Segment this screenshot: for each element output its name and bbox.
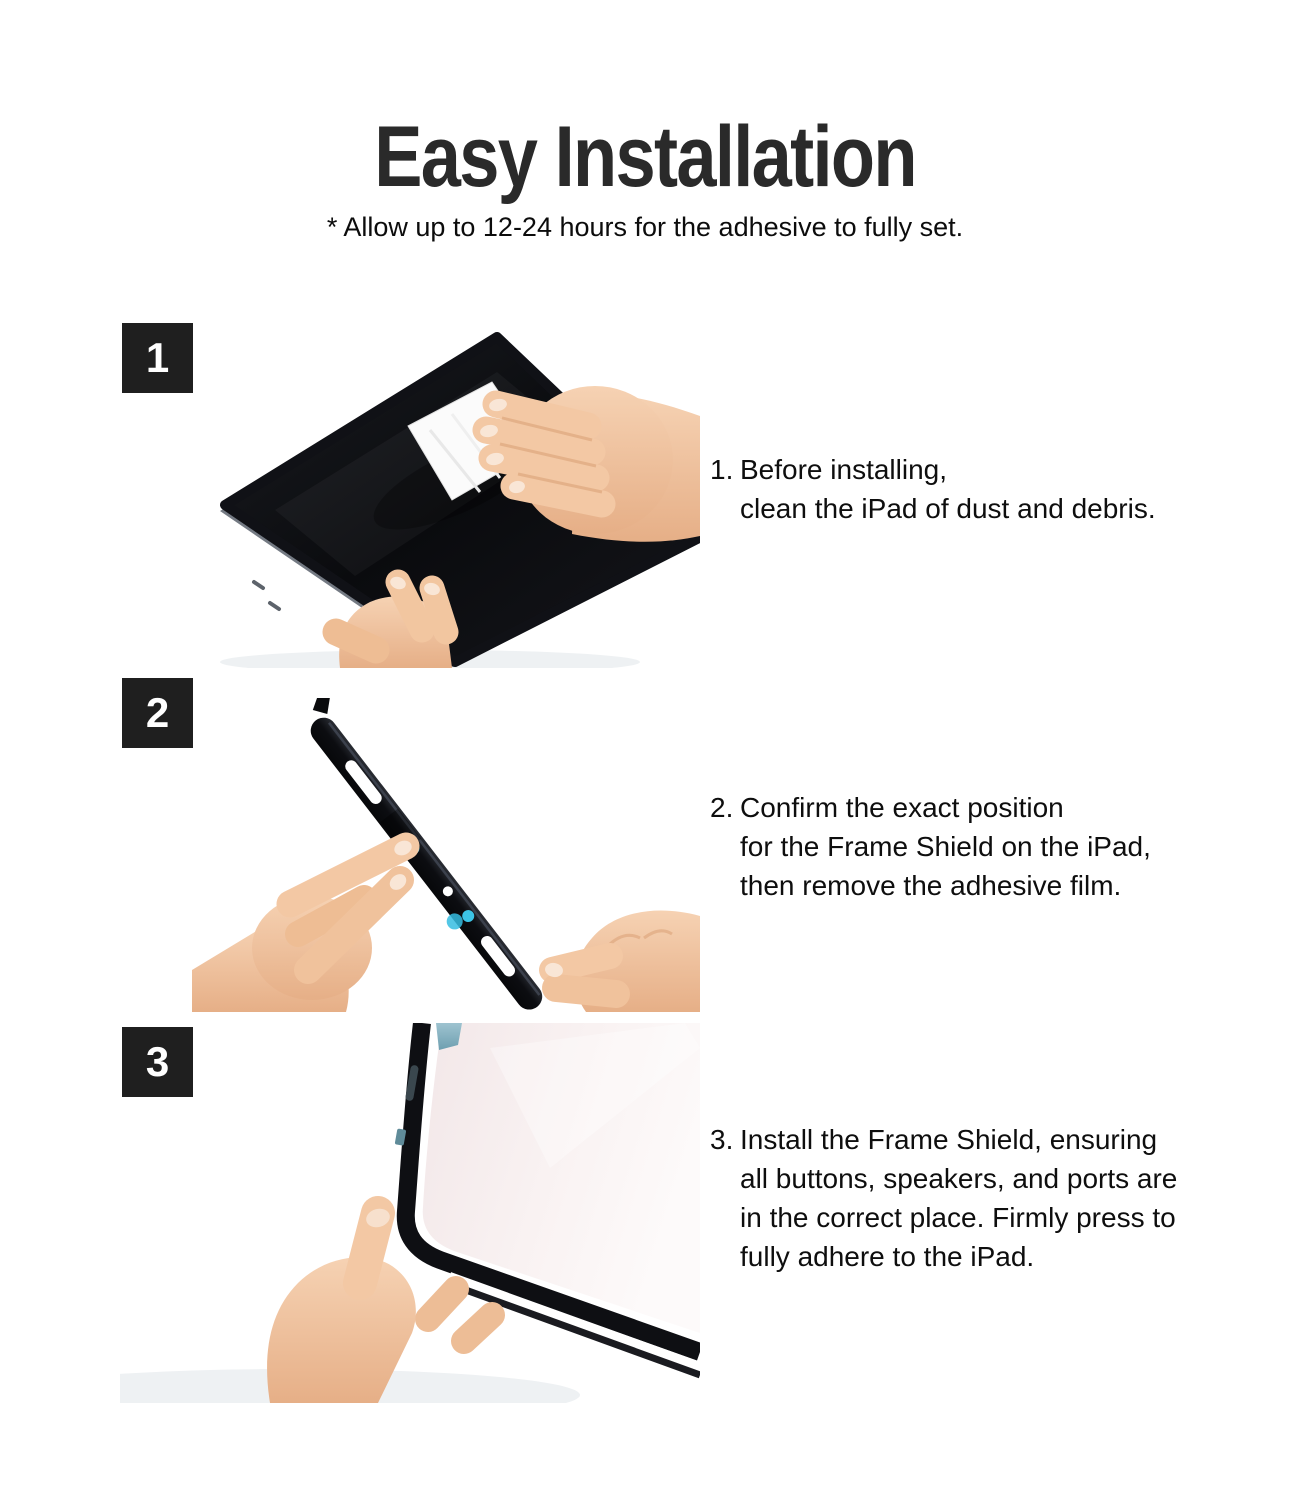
step-2-instruction-number: 2. (710, 792, 734, 823)
page-subtitle: * Allow up to 12-24 hours for the adhesive to fully set. (326, 212, 964, 242)
step-1-photo (140, 330, 700, 668)
step-3-instruction-line: fully adhere to the iPad. (740, 1241, 1035, 1272)
step-3-instruction (710, 1120, 1177, 1276)
step-1-instruction-line: Before installing, (740, 454, 948, 485)
step-1-number: 1 (145, 334, 170, 381)
step-3-instruction-number: 3. (710, 1124, 734, 1155)
step-2-number: 2 (145, 689, 170, 736)
step-2-instruction-line: for the Frame Shield on the iPad, (740, 831, 1151, 862)
step-1-instruction-number: 1. (710, 454, 734, 485)
side-button-icon (254, 582, 279, 609)
step-2-instruction-line: then remove the adhesive film. (740, 870, 1122, 901)
step-2-instruction (710, 788, 1151, 905)
page-title: Easy Installation (374, 109, 916, 205)
step-3-instruction-line: Install the Frame Shield, ensuring (740, 1124, 1158, 1155)
step-1-instruction (710, 450, 1156, 528)
step-2-instruction-line: Confirm the exact position (740, 792, 1064, 823)
step-2-photo (140, 698, 700, 1012)
step-1-instruction-line: clean the iPad of dust and debris. (740, 493, 1156, 524)
step-3-photo (120, 1023, 700, 1403)
step-3-number: 3 (145, 1038, 170, 1085)
step-3-instruction-line: all buttons, speakers, and ports are (740, 1163, 1178, 1194)
step-3-instruction-line: in the correct place. Firmly press to (740, 1202, 1176, 1233)
